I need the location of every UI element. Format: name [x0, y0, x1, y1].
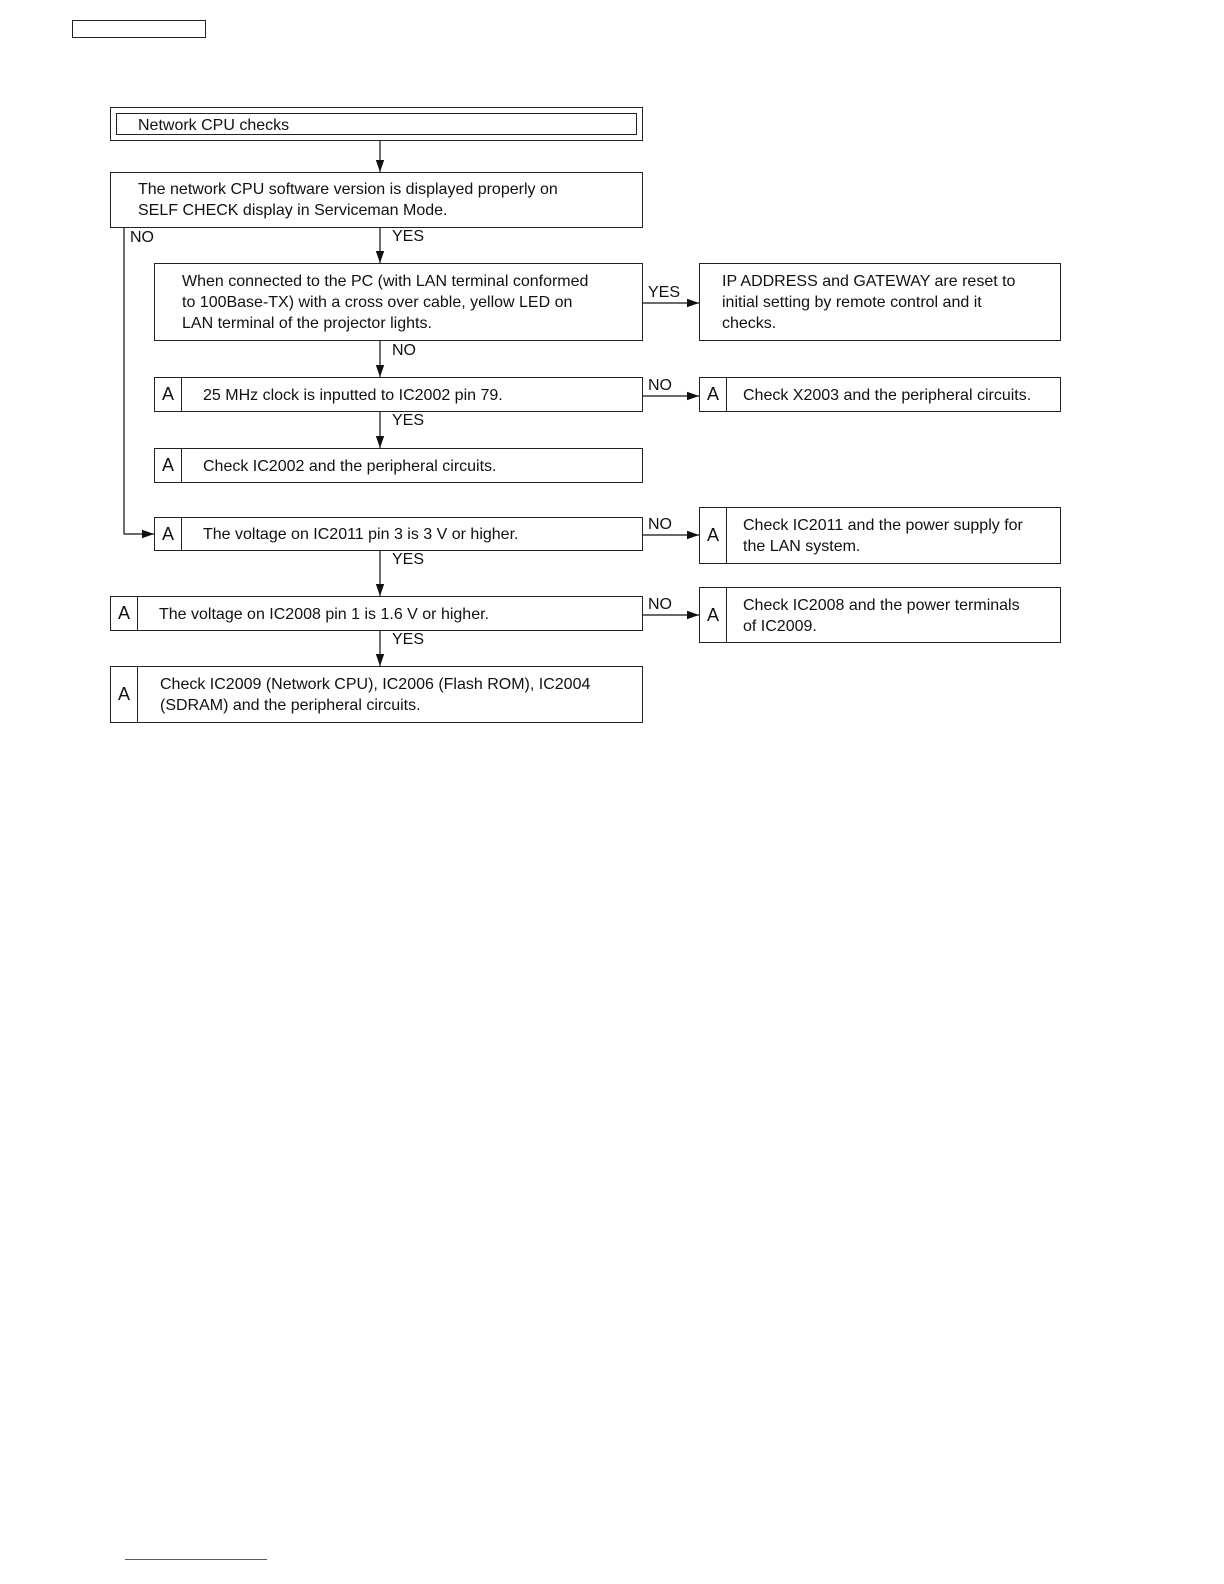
- node-line: LAN terminal of the projector lights.: [182, 315, 432, 332]
- edge-label-n5-yes: YES: [392, 551, 425, 568]
- marker-a: A: [155, 449, 182, 482]
- node-line: Check IC2008 and the power terminals: [743, 597, 1020, 614]
- node-line: 25 MHz clock is inputted to IC2002 pin 79.: [203, 387, 503, 404]
- node-line: When connected to the PC (with LAN terminal conformed: [182, 273, 589, 290]
- node-line: Check X2003 and the peripheral circuits.: [743, 387, 1032, 404]
- node-ip-reset: [699, 263, 1061, 341]
- marker-a: A: [700, 508, 727, 563]
- node-line: The network CPU software version is displayed properly on: [138, 181, 558, 198]
- node-line: the LAN system.: [743, 538, 861, 555]
- edge-label-n3-yes: YES: [392, 412, 425, 429]
- node-line: Check IC2002 and the peripheral circuits.: [203, 458, 497, 475]
- marker-a: A: [111, 597, 138, 630]
- title-text: Network CPU checks: [138, 117, 290, 134]
- marker-a: A: [700, 378, 727, 411]
- marker-a: A: [700, 588, 727, 642]
- node-line: to 100Base-TX) with a cross over cable, yellow LED on: [182, 294, 573, 311]
- edge-label-n2-no: NO: [392, 342, 416, 359]
- edge-label-n5-no: NO: [648, 516, 672, 533]
- node-line: Check IC2011 and the power supply for: [743, 517, 1023, 534]
- node-line: (SDRAM) and the peripheral circuits.: [160, 697, 421, 714]
- node-line: of IC2009.: [743, 618, 817, 635]
- edge-label-n1-no: NO: [130, 229, 154, 246]
- edge-label-n1-yes: YES: [392, 228, 425, 245]
- node-line: SELF CHECK display in Serviceman Mode.: [138, 202, 448, 219]
- marker-a: A: [155, 518, 182, 550]
- footer-link-line: [125, 1559, 267, 1560]
- node-check-ic2011: [699, 507, 1061, 564]
- node-ic2008-voltage: [110, 596, 643, 631]
- edge-n1-n5: [124, 228, 154, 534]
- node-clock-check: [154, 377, 643, 412]
- node-line: initial setting by remote control and it: [722, 294, 982, 311]
- node-line: The voltage on IC2008 pin 1 is 1.6 V or higher.: [159, 606, 489, 623]
- node-check-ic2002: [154, 448, 643, 483]
- node-line: IP ADDRESS and GATEWAY are reset to: [722, 273, 1016, 290]
- edge-label-n6-yes: YES: [392, 631, 425, 648]
- edge-label-n3-no: NO: [648, 377, 672, 394]
- marker-a: A: [111, 667, 138, 722]
- edge-label-n2-yes: YES: [648, 284, 681, 301]
- node-line: Check IC2009 (Network CPU), IC2006 (Flash ROM), IC2004: [160, 676, 591, 693]
- node-lan-led-check: [154, 263, 643, 341]
- node-line: The voltage on IC2011 pin 3 is 3 V or higher.: [203, 526, 519, 543]
- node-line: checks.: [722, 315, 777, 332]
- node-check-ic2009: [110, 666, 643, 723]
- title-box: [110, 107, 643, 141]
- node-check-ic2008: [699, 587, 1061, 643]
- node-check-x2003: [699, 377, 1061, 412]
- node-ic2011-voltage: [154, 517, 643, 551]
- node-sw-version-check: [110, 172, 643, 228]
- edge-label-n6-no: NO: [648, 596, 672, 613]
- marker-a: A: [155, 378, 182, 411]
